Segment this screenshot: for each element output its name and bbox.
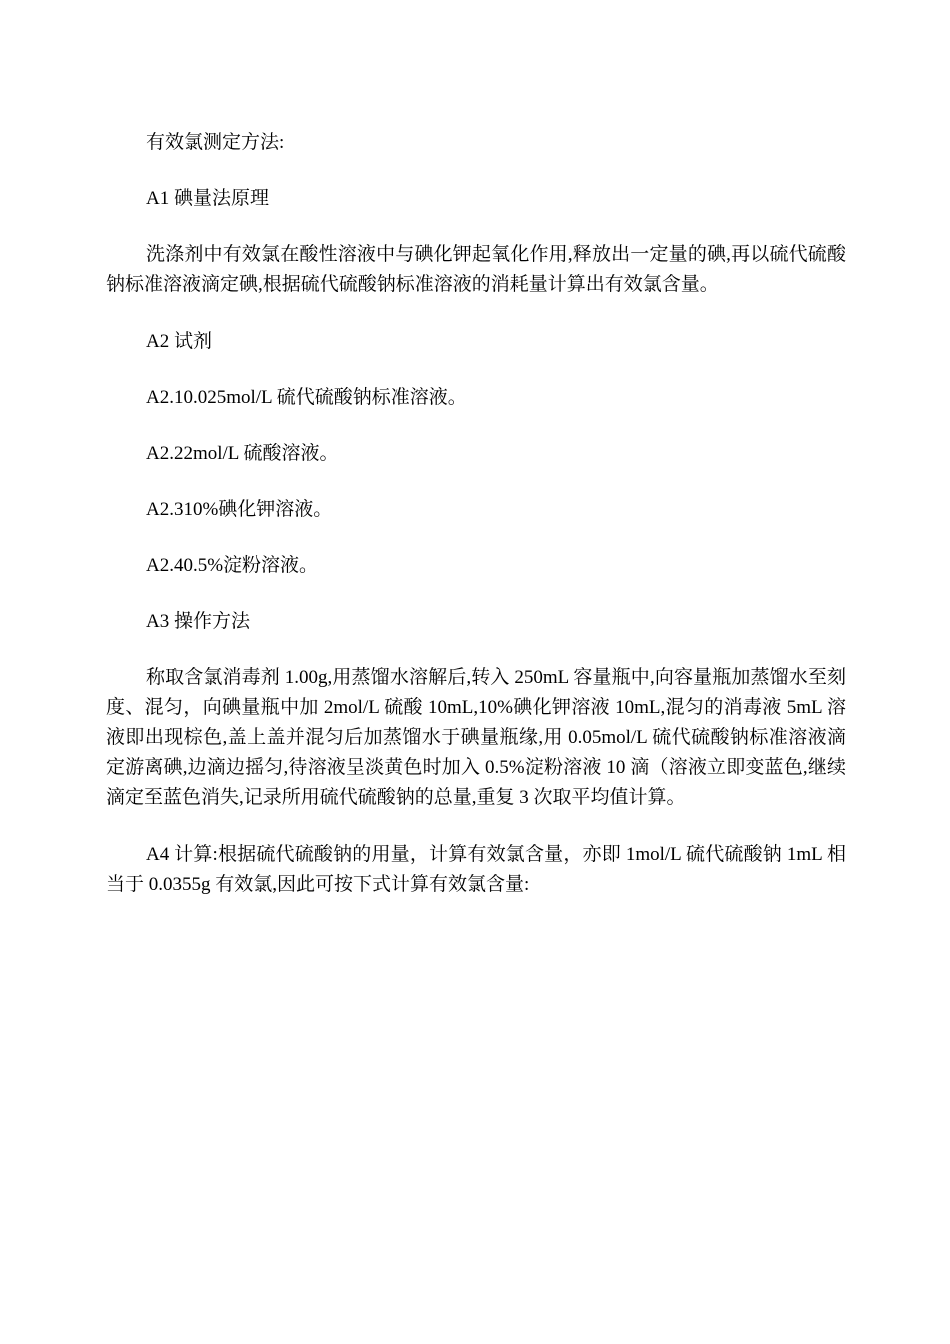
- reagent-a2-4: A2.40.5%淀粉溶液。: [146, 555, 319, 576]
- section-a3-paragraph: 称取含氯消毒剂 1.00g,用蒸馏水溶解后,转入 250mL 容量瓶中,向容量瓶加蒸馏水至刻度、混匀，向碘量瓶中加 2mol/L 硫酸 10mL,10%碘化钾溶液 10mL,混匀的消毒液 5mL 溶液即出现棕色,盖上盖并混匀后加蒸馏水于碘量瓶缘,用 0.05mol/L 硫代硫酸钠标准溶液滴定游离碘,边滴边摇匀,待溶液呈淡黄色时加入 0.5%淀粉溶液 10 滴（溶液立即变蓝色,继续滴定至蓝色消失,记录所用硫代硫酸钠的总量,重复 3 次取平均值计算。: [106, 667, 846, 808]
- reagent-a2-1: A2.10.025mol/L 硫代硫酸钠标准溶液。: [146, 387, 467, 408]
- section-a3-heading: A3 操作方法: [146, 611, 250, 632]
- section-a4-paragraph: A4 计算:根据硫代硫酸钠的用量，计算有效氯含量，亦即 1mol/L 硫代硫酸钠 1mL 相当于 0.0355g 有效氯,因此可按下式计算有效氯含量:: [106, 844, 846, 895]
- section-a1-heading: A1 碘量法原理: [146, 188, 269, 209]
- section-title: 有效氯测定方法:: [146, 132, 285, 153]
- section-a2-heading: A2 试剂: [146, 331, 212, 352]
- reagent-a2-2: A2.22mol/L 硫酸溶液。: [146, 443, 339, 464]
- document-body: [106, 128, 846, 927]
- reagent-a2-3: A2.310%碘化钾溶液。: [146, 499, 333, 520]
- section-a1-paragraph: 洗涤剂中有效氯在酸性溶液中与碘化钾起氧化作用,释放出一定量的碘,再以硫代硫酸钠标准溶液滴定碘,根据硫代硫酸钠标准溶液的消耗量计算出有效氯含量。: [106, 244, 846, 295]
